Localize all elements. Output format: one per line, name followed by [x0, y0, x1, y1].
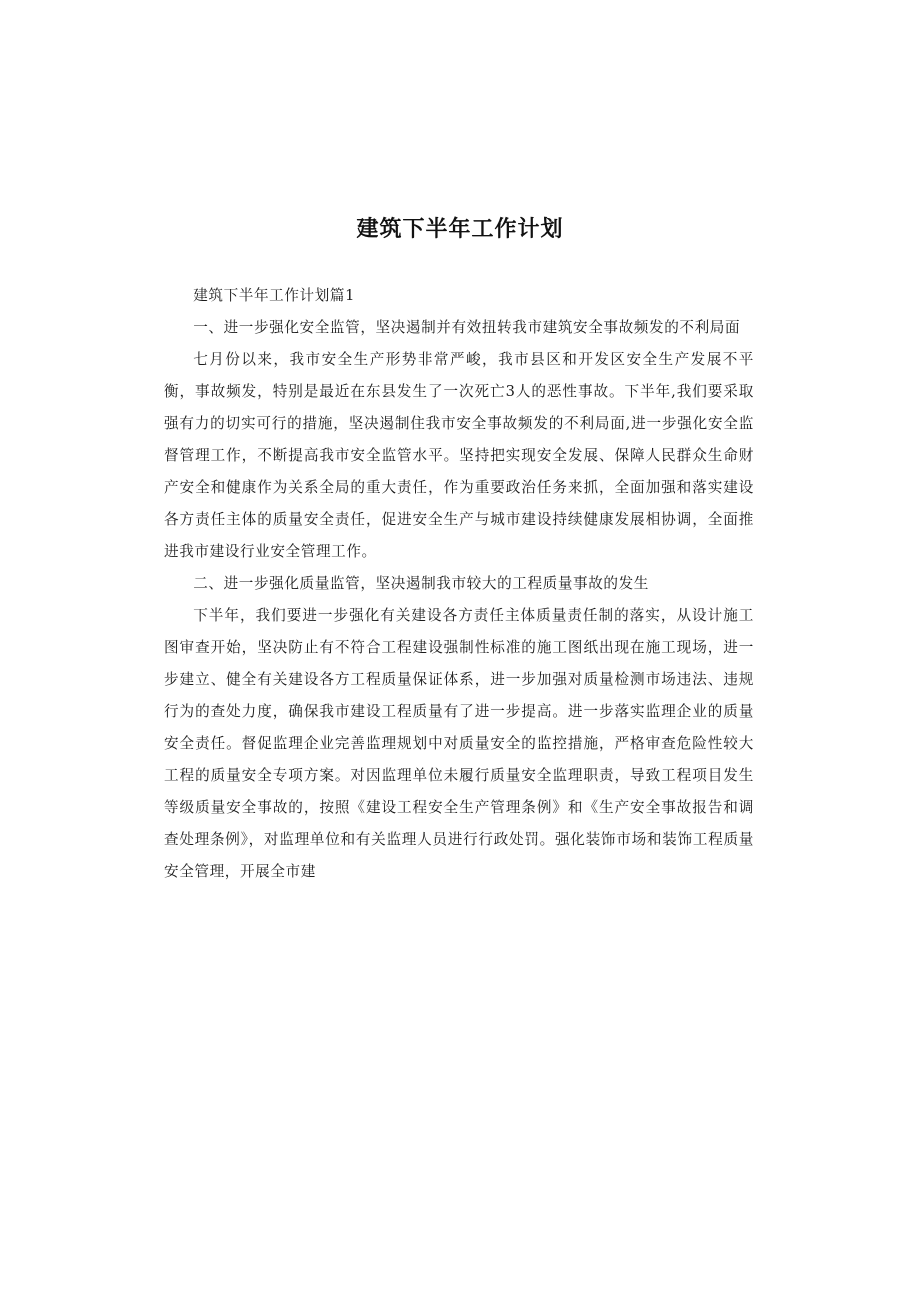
document-body — [164, 280, 754, 888]
heading-safety-supervision: 一、进一步强化安全监管，坚决遏制并有效扭转我市建筑安全事故频发的不利局面 — [193, 319, 741, 336]
paragraph-quality-details: 下半年，我们要进一步强化有关建设各方责任主体质量责任制的落实，从设计施工图审查开始，坚决防止有不符合工程建设强制性标准的施工图纸出现在施工现场，进一步建立、健全有关建设各方工程质量保证体系，进一步加强对质量检测市场违法、违规行为的查处力度，确保我市建设工程质量有了进一步提高。进一步落实监理企业的质量安全责任。督促监理企业完善监理规划中对质量安全的监控措施，严格审查危险性较大工程的质量安全专项方案。对因监理单位未履行质量安全监理职责，导致工程项目发生等级质量安全事故的，按照《建设工程安全生产管理条例》和《生产安全事故报告和调查处理条例》，对监理单位和有关监理人员进行行政处罚。强化装饰市场和装饰工程质量安全管理，开展全市建 — [164, 607, 754, 880]
heading-quality-supervision: 二、进一步强化质量监管，坚决遏制我市较大的工程质量事故的发生 — [193, 575, 650, 592]
document-title: 建筑下半年工作计划 — [356, 217, 564, 242]
paragraph-safety-details: 七月份以来，我市安全生产形势非常严峻，我市县区和开发区安全生产发展不平衡，事故频发，特别是最近在东县发生了一次死亡3人的恶性事故。下半年,我们要采取强有力的切实可行的措施，坚决遏制住我市安全事故频发的不利局面,进一步强化安全监督管理工作，不断提高我市安全监管水平。坚持把实现安全发展、保障人民群众生命财产安全和健康作为关系全局的重大责任，作为重要政治任务来抓，全面加强和落实建设各方责任主体的质量安全责任，促进安全生产与城市建设持续健康发展相协调，全面推进我市建设行业安全管理工作。 — [164, 351, 754, 560]
section-heading-paragraph: 建筑下半年工作计划篇1 — [193, 287, 356, 304]
